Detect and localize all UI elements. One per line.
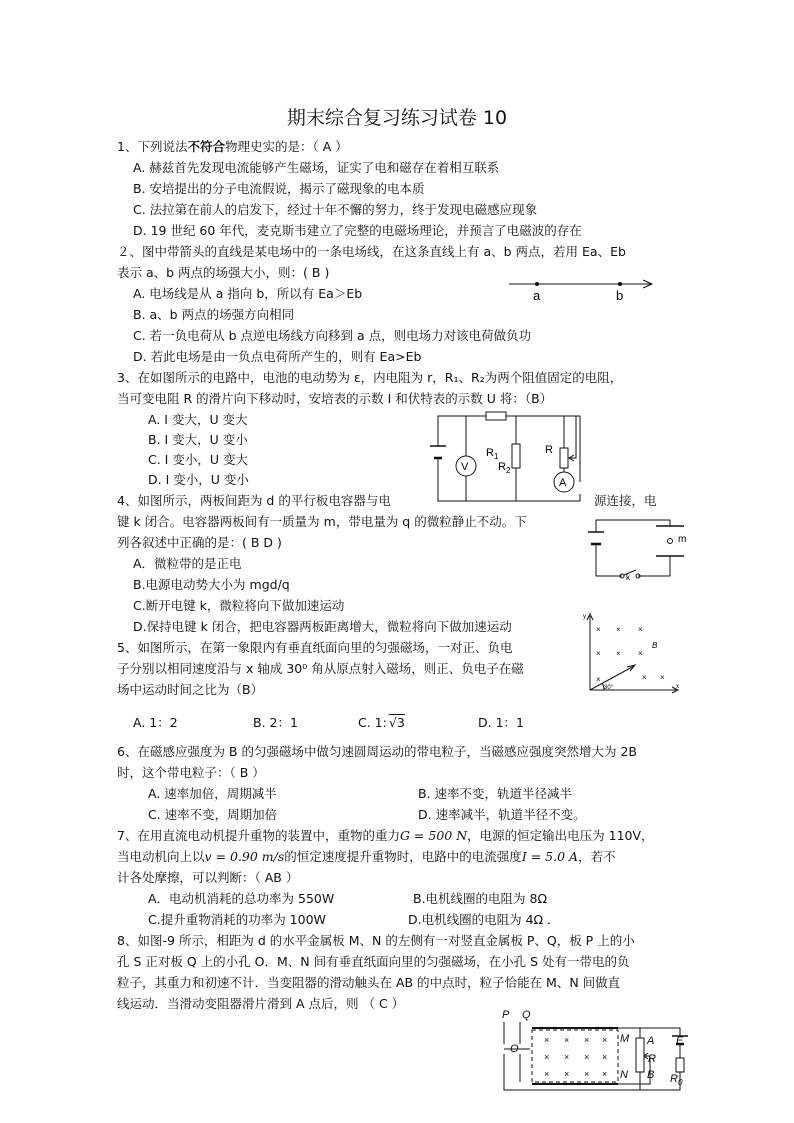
svg-text:×: × bbox=[602, 1069, 608, 1079]
q5-option-c: C. 1: √3 bbox=[358, 715, 405, 730]
q4-option-a: A．微粒带的是正电 bbox=[133, 556, 242, 571]
q6-stem-line2: 时，这个带电粒子：（ B ） bbox=[117, 765, 265, 780]
q4-stem-line1: 4、如图所示，两板间距为 d 的平行板电容器与电 bbox=[117, 493, 391, 508]
q7-stem-line1: 7、在用直流电动机提升重物的装置中，重物的重力G = 500 N，电源的恒定输出电压为 110V， bbox=[117, 828, 654, 843]
label-x-axis: x bbox=[676, 684, 679, 690]
label-emf-e: E bbox=[676, 1035, 684, 1047]
point-b bbox=[618, 282, 622, 286]
q7-option-a: A．电动机消耗的总功率为 550W bbox=[148, 891, 335, 906]
svg-text:×: × bbox=[584, 1052, 590, 1062]
q3-option-c: C. I 变小，U 变大 bbox=[148, 452, 248, 467]
page-title: 期末综合复习练习试卷 10 bbox=[286, 107, 508, 129]
q4-option-b: B.电源电动势大小为 mgd/q bbox=[133, 577, 290, 592]
q2-option-c: C. 若一负电荷从 b 点逆电场线方向移到 a 点，则电场力对该电荷做负功 bbox=[133, 328, 532, 343]
q7-stem-line3: 计各处摩擦，可以判断：（ AB ） bbox=[117, 870, 299, 885]
q3-stem-line1: 3、在如图所示的电路中，电池的电动势为 ε，内电阻为 r，R₁、R₂为两个阻值固定的电阻， bbox=[117, 370, 623, 385]
svg-text:×: × bbox=[596, 649, 601, 658]
field-line-figure bbox=[505, 272, 660, 304]
svg-text:×: × bbox=[616, 649, 621, 658]
svg-text:×: × bbox=[544, 1035, 550, 1045]
q2-stem-line1: ２、图中带箭头的直线是某电场中的一条电场线，在这条直线上有 a、b 两点，若用 Ea、Eb bbox=[117, 244, 626, 259]
svg-text:×: × bbox=[596, 625, 601, 634]
q8-stem-line4: 线运动．当滑动变阻器滑片滑到 A 点后，则 （ C ） bbox=[117, 996, 405, 1011]
q3-stem-line2: 当可变电阻 R 的滑片向下移动时，安培表的示数 I 和伏特表的示数 U 将：（B） bbox=[117, 391, 553, 406]
q6-option-d: D. 速率减半，轨道半径不变。 bbox=[418, 807, 586, 822]
q8-velocity-selector-figure bbox=[490, 1008, 695, 1096]
q5-option-d: D. 1：1 bbox=[478, 715, 524, 730]
svg-text:×: × bbox=[544, 1052, 550, 1062]
q1-option-b: B. 安培提出的分子电流假说，揭示了磁现象的电本质 bbox=[133, 181, 425, 196]
label-b: b bbox=[616, 288, 624, 303]
q4-stem-line1-tail: 源连接，电 bbox=[594, 493, 657, 508]
q2-option-d: D. 若此电场是由一负点电荷所产生的，则有 Ea>Eb bbox=[133, 349, 422, 364]
label-y-axis: y bbox=[583, 614, 586, 620]
label-plate-n: N bbox=[620, 1069, 628, 1081]
q1-stem: 1、下列说法不符合物理史实的是：（ A ） bbox=[117, 139, 348, 154]
q5-stem-line3: 场中运动时间之比为（B） bbox=[117, 682, 264, 697]
svg-text:×: × bbox=[638, 625, 643, 634]
svg-text:×: × bbox=[602, 1052, 608, 1062]
label-resistor-r0: $R_0$ bbox=[670, 1073, 683, 1087]
label-plate-p: P bbox=[502, 1009, 510, 1021]
ammeter-symbol: A bbox=[559, 477, 567, 489]
svg-text:×: × bbox=[638, 649, 643, 658]
q8-stem-line1: 8、如图-9 所示，相距为 d 的水平金属板 M、N 的左侧有一对竖直金属板 P、Q，板 P 上的小 bbox=[117, 933, 635, 948]
label-plate-m: M bbox=[620, 1033, 630, 1045]
q3-option-a: A. I 变大，U 变大 bbox=[148, 412, 248, 427]
q8-stem-line3: 粒子，其重力和初速不计．当变阻器的滑动触头在 AB 的中点时，粒子恰能在 M、N 间做直 bbox=[117, 975, 621, 990]
q3-option-d: D. I 变小，U 变小 bbox=[148, 472, 249, 487]
q6-option-c: C. 速率不变，周期加倍 bbox=[148, 807, 278, 822]
label-r1: $R_1$ bbox=[486, 447, 499, 461]
label-b-field: B bbox=[652, 641, 658, 650]
q2-stem-line2: 表示 a、b 两点的场强大小，则：( B ) bbox=[117, 265, 330, 280]
q1-option-a: A. 赫兹首先发现电流能够产生磁场，证实了电和磁存在着相互联系 bbox=[133, 160, 500, 175]
q5-magnetic-field-figure bbox=[582, 610, 682, 694]
q2-option-a: A. 电场线是从 a 指向 b，所以有 Ea＞Eb bbox=[133, 286, 363, 301]
svg-text:×: × bbox=[616, 625, 621, 634]
q4-option-d: D.保持电键 k 闭合，把电容器两板距离增大，微粒将向下做加速运动 bbox=[133, 619, 512, 634]
svg-text:×: × bbox=[564, 1069, 570, 1079]
label-r: R bbox=[545, 444, 553, 456]
label-hole-o: O bbox=[510, 1043, 519, 1055]
q6-option-b: B. 速率不变，轨道半径减半 bbox=[418, 786, 573, 801]
q5-stem-line2: 子分别以相同速度沿与 x 轴成 30⁰ 角从原点射入磁场，则正、负电子在磁 bbox=[117, 661, 524, 676]
svg-text:×: × bbox=[584, 1035, 590, 1045]
label-plate-q: Q bbox=[522, 1009, 531, 1021]
svg-text:×: × bbox=[660, 673, 665, 682]
svg-text:×: × bbox=[596, 675, 601, 684]
q7-stem-line2: 当电动机向上以v = 0.90 m/s的恒定速度提升重物时，电路中的电流强度I = 5.0 A，若不 bbox=[117, 849, 616, 864]
label-angle: 30° bbox=[604, 685, 614, 691]
label-m: m bbox=[678, 534, 687, 545]
svg-text:×: × bbox=[564, 1052, 570, 1062]
q4-stem-line3: 列各叙述中正确的是：( B D ) bbox=[117, 535, 282, 550]
q4-option-c: C.断开电键 k，微粒将向下做加速运动 bbox=[133, 598, 345, 613]
label-terminal-b: B bbox=[647, 1069, 655, 1081]
label-terminal-a: A bbox=[647, 1035, 655, 1047]
q5-option-b: B. 2：1 bbox=[253, 715, 298, 730]
q4-capacitor-figure bbox=[578, 514, 694, 584]
svg-text:×: × bbox=[564, 1035, 570, 1045]
q7-option-d: D.电机线圈的电阻为 4Ω ． bbox=[408, 912, 560, 927]
label-r2: $R_2$ bbox=[498, 461, 511, 475]
q8-stem-line2: 孔 S 正对板 Q 上的小孔 O．M、N 间有垂直纸面向里的匀强磁场，在小孔 S 处有一带电的负 bbox=[117, 954, 630, 969]
q6-option-a: A. 速率加倍，周期减半 bbox=[148, 786, 277, 801]
label-a: a bbox=[533, 288, 541, 303]
svg-text:×: × bbox=[642, 673, 647, 682]
label-k: k bbox=[626, 573, 630, 582]
q7-option-c: C.提升重物消耗的功率为 100W bbox=[148, 912, 326, 927]
q1-option-c: C. 法拉第在前人的启发下，经过十年不懈的努力，终于发现电磁感应现象 bbox=[133, 202, 538, 217]
svg-text:×: × bbox=[544, 1069, 550, 1079]
q4-stem-line2: 键 k 闭合。电容器两板间有一质量为 m，带电量为 q 的微粒静止不动。下 bbox=[117, 514, 527, 529]
q5-stem-line1: 5、如图所示，在第一象限内有垂直纸面向里的匀强磁场，一对正、负电 bbox=[117, 640, 513, 655]
q3-circuit-figure bbox=[424, 408, 594, 506]
label-rheostat-r: R bbox=[648, 1053, 656, 1065]
q3-option-b: B. I 变大，U 变小 bbox=[148, 432, 248, 447]
svg-text:×: × bbox=[602, 1035, 608, 1045]
q2-option-b: B. a、b 两点的场强方向相同 bbox=[133, 307, 295, 322]
q7-option-b: B.电机线圈的电阻为 8Ω bbox=[413, 891, 548, 906]
q6-stem-line1: 6、在磁感应强度为 B 的匀强磁场中做匀速圆周运动的带电粒子，当磁感应强度突然增大为 2B bbox=[117, 744, 637, 759]
q5-option-a: A. 1：2 bbox=[133, 715, 178, 730]
svg-text:×: × bbox=[584, 1069, 590, 1079]
point-a bbox=[535, 282, 539, 286]
q1-option-d: D. 19 世纪 60 年代，麦克斯韦建立了完整的电磁场理论，并预言了电磁波的存在 bbox=[133, 223, 582, 238]
voltmeter-symbol: V bbox=[461, 461, 469, 473]
